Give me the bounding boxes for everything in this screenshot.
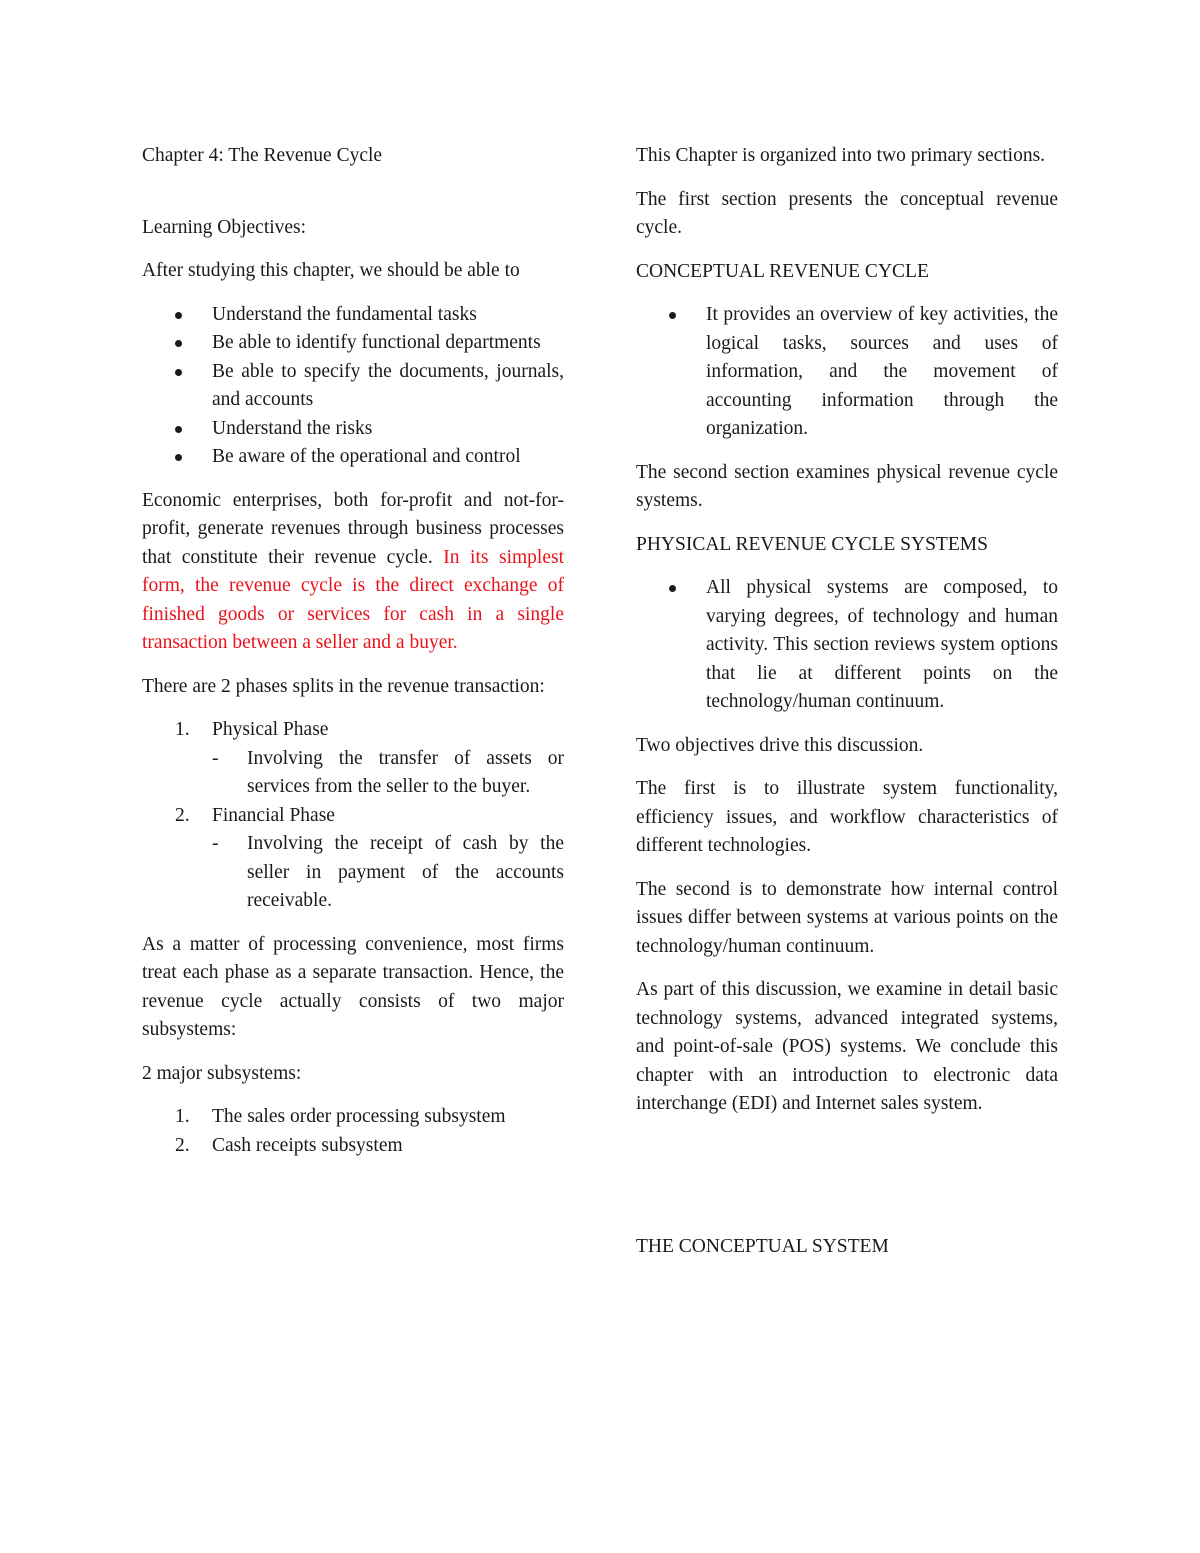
objectives-list xyxy=(142,301,564,472)
subsystem-label: Cash receipts subsystem xyxy=(212,1134,403,1156)
chapter-title: Chapter 4: The Revenue Cycle xyxy=(142,145,383,166)
list-number: 1. xyxy=(175,1106,190,1127)
phase-label: Physical Phase xyxy=(212,719,329,740)
subsystem-label: The sales order processing subsystem xyxy=(212,1106,506,1127)
right-column xyxy=(636,142,1058,1276)
list-item xyxy=(142,802,564,916)
economic-text: Economic enterprises, both for-profit and not-for-profit, generate revenues through business processes that constitute their revenue cycle. xyxy=(142,489,564,568)
second-objective-paragraph: The second is to demonstrate how internal control issues differ between systems at various points on the technology/human continuum. xyxy=(636,878,1058,957)
list-item: Be aware of the operational and control xyxy=(142,443,564,472)
phase-detail-text: Involving the transfer of assets or services from the seller to the buyer. xyxy=(247,747,564,797)
first-section-paragraph: The first section presents the conceptual revenue cycle. xyxy=(636,188,1058,238)
list-number: 2. xyxy=(175,1134,190,1156)
phase-detail xyxy=(212,745,564,802)
subsystems-heading: 2 major subsystems: xyxy=(142,1062,302,1084)
dash-marker: - xyxy=(212,747,219,769)
list-item: All physical systems are composed, to varying degrees, of technology and human activity. This section reviews system options that lie at different points on the technology/human continuum. xyxy=(636,574,1058,717)
physical-list xyxy=(636,574,1058,717)
processing-paragraph: As a matter of processing convenience, most firms treat each phase as a separate transaction. Hence, the revenue cycle actually consists of two major subsystems: xyxy=(142,933,564,1040)
phase-detail xyxy=(212,830,564,916)
dash-marker: - xyxy=(212,833,219,854)
phase-detail-text: Involving the receipt of cash by the seller in payment of the accounts receivable. xyxy=(247,833,564,911)
list-item: Understand the risks xyxy=(142,415,564,444)
list-item xyxy=(142,1103,564,1132)
objectives-paragraph: Two objectives drive this discussion. xyxy=(636,734,924,756)
revenue-cycle-definition: In its simplest form, the revenue cycle is the direct exchange of finished goods or services for cash in a single transaction between a seller and a buyer. xyxy=(142,546,564,653)
second-section-paragraph: The second section examines physical revenue cycle systems. xyxy=(636,461,1058,511)
list-number: 1. xyxy=(175,719,190,740)
list-item xyxy=(142,716,564,802)
list-item: Be able to specify the documents, journals, and accounts xyxy=(142,358,564,415)
list-item: It provides an overview of key activities, the logical tasks, sources and uses of information, and the movement of accounting information through the organization. xyxy=(636,301,1058,444)
conceptual-list xyxy=(636,301,1058,444)
objectives-heading: Learning Objectives: xyxy=(142,216,307,238)
first-objective-paragraph: The first is to illustrate system functionality, efficiency issues, and workflow characteristics of different technologies. xyxy=(636,778,1058,856)
organization-paragraph: This Chapter is organized into two primary sections. xyxy=(636,145,1046,166)
list-number: 2. xyxy=(175,804,190,826)
phase-label: Financial Phase xyxy=(212,804,335,826)
section-heading: PHYSICAL REVENUE CYCLE SYSTEMS xyxy=(636,533,988,555)
subsystems-list xyxy=(142,1103,564,1160)
section-heading: THE CONCEPTUAL SYSTEM xyxy=(636,1235,889,1257)
phases-intro: There are 2 phases splits in the revenue transaction: xyxy=(142,675,545,697)
economic-paragraph xyxy=(142,487,564,658)
left-column xyxy=(142,142,564,1175)
list-item: Be able to identify functional departments xyxy=(142,329,564,358)
discussion-paragraph: As part of this discussion, we examine in detail basic technology systems, advanced integrated systems, and point-of-sale (POS) systems. We conclude this chapter with an introduction to electronic data interchange (EDI) and Internet sales system. xyxy=(636,979,1058,1114)
objectives-intro: After studying this chapter, we should be able to xyxy=(142,260,520,281)
phases-list xyxy=(142,716,564,916)
list-item: Understand the fundamental tasks xyxy=(142,301,564,330)
section-heading: CONCEPTUAL REVENUE CYCLE xyxy=(636,260,929,282)
list-item xyxy=(142,1132,564,1161)
